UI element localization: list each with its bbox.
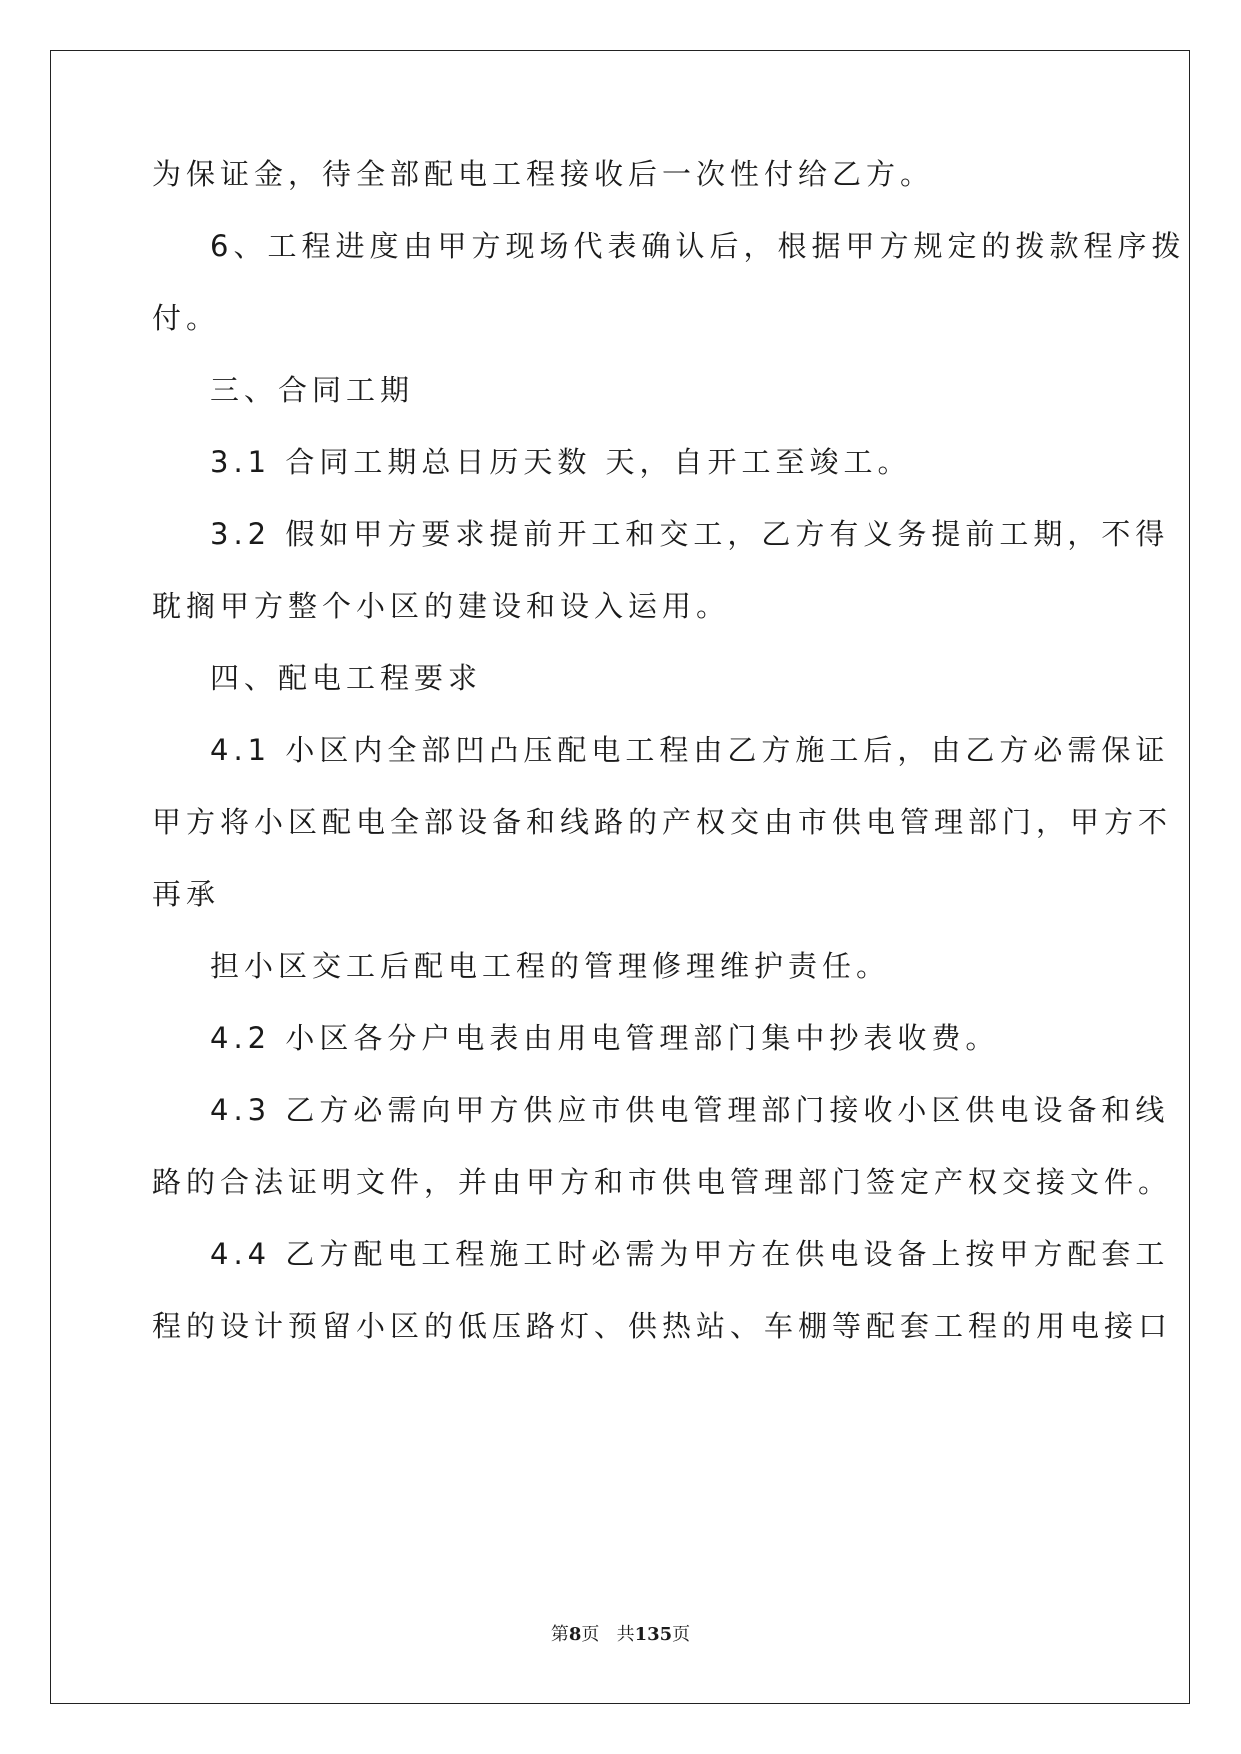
page-border <box>50 50 1190 1704</box>
footer-page-unit: 页 <box>581 1624 600 1645</box>
text-line-7: 耽搁甲方整个小区的建设和设入运用。 <box>152 589 731 623</box>
footer-total-prefix: 共 <box>616 1624 635 1645</box>
footer-total-unit: 页 <box>672 1624 691 1645</box>
text-line-15: 路的合法证明文件，并由甲方和市供电管理部门签定产权交接文件。 <box>152 1165 1173 1199</box>
section-heading-4: 四、配电工程要求 <box>210 661 483 695</box>
text-line-16: 4.4 乙方配电工程施工时必需为甲方在供电设备上按甲方配套工 <box>210 1237 1170 1271</box>
text-line-5: 3.1 合同工期总日历天数 天，自开工至竣工。 <box>210 445 912 479</box>
text-line-3: 付。 <box>152 301 221 335</box>
text-line-10: 甲方将小区配电全部设备和线路的产权交由市供电管理部门，甲方不 <box>152 805 1173 839</box>
text-line-13: 4.2 小区各分户电表由用电管理部门集中抄表收费。 <box>210 1021 1000 1055</box>
footer-total-pages: 135 <box>634 1624 673 1645</box>
section-heading-3: 三、合同工期 <box>210 373 415 407</box>
footer-prefix: 第 <box>550 1624 569 1645</box>
text-line-14: 4.3 乙方必需向甲方供应市供电管理部门接收小区供电设备和线 <box>210 1093 1170 1127</box>
text-line-1: 为保证金，待全部配电工程接收后一次性付给乙方。 <box>152 157 935 191</box>
page-footer <box>0 1623 1241 1647</box>
text-line-6: 3.2 假如甲方要求提前开工和交工，乙方有义务提前工期，不得 <box>210 517 1170 551</box>
text-line-12: 担小区交工后配电工程的管理修理维护责任。 <box>210 949 891 983</box>
text-line-17: 程的设计预留小区的低压路灯、供热站、车棚等配套工程的用电接口 <box>152 1309 1173 1343</box>
text-line-9: 4.1 小区内全部凹凸压配电工程由乙方施工后，由乙方必需保证 <box>210 733 1170 767</box>
text-line-2: 6、工程进度由甲方现场代表确认后，根据甲方规定的拨款程序拨 <box>210 229 1186 263</box>
text-line-11: 再承 <box>152 877 221 911</box>
footer-page-number: 8 <box>568 1624 582 1645</box>
